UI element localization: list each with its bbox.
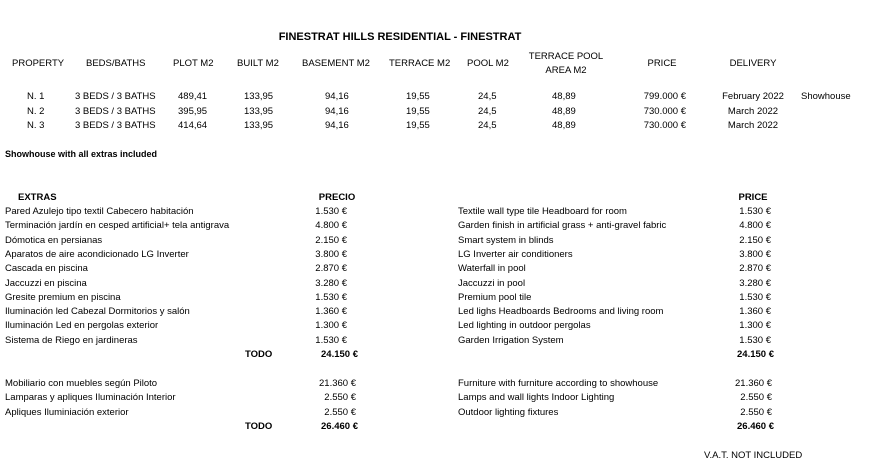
extras-total-es: 24.150 €: [321, 349, 358, 360]
header-terrace-pool-line2: AREA M2: [545, 65, 587, 76]
header-terrace: TERRACE M2: [389, 58, 451, 69]
header-built: BUILT M2: [237, 58, 279, 69]
extra-label-es: Dómotica en persianas: [5, 234, 103, 246]
extra-label-en: Jaccuzzi in pool: [458, 277, 526, 289]
cell-terrace-pool: 48,89: [552, 105, 576, 117]
cell-pool: 24,5: [478, 105, 497, 117]
extras-total-en: 24.150 €: [737, 349, 774, 360]
furniture-total-es: 26.460 €: [321, 421, 358, 432]
extra-price-es: 1.530 €: [315, 206, 347, 217]
cell-property: N. 3: [27, 120, 45, 131]
furniture-label-en: Outdoor lighting fixtures: [458, 406, 559, 418]
extras-price-header-en: PRICE: [738, 192, 768, 203]
cell-terrace: 19,55: [406, 120, 430, 131]
extra-label-en: Waterfall in pool: [458, 263, 526, 275]
cell-plot: 395,95: [178, 105, 208, 117]
extra-label-en: Smart system in blinds: [458, 234, 554, 246]
cell-terrace: 19,55: [406, 105, 430, 117]
cell-beds-baths: 3 BEDS / 3 BATHS: [75, 91, 156, 102]
cell-basement: 94,16: [325, 105, 349, 117]
furniture-price-es: 2.550 €: [324, 406, 356, 418]
header-price: PRICE: [647, 58, 677, 69]
extra-price-es: 4.800 €: [315, 220, 347, 232]
cell-price: 799.000 €: [643, 91, 686, 102]
extra-price-es: 1.360 €: [315, 306, 347, 318]
cell-terrace: 19,55: [406, 91, 430, 102]
furniture-label-en: Lamps and wall lights Indoor Lighting: [458, 392, 615, 404]
page-title: FINESTRAT HILLS RESIDENTIAL - FINESTRAT: [278, 31, 522, 43]
extra-label-es: Aparatos de aire acondicionado LG Inverter: [5, 248, 189, 260]
extra-label-en: Textile wall type tile Headboard for room: [458, 206, 627, 217]
extra-price-es: 3.280 €: [315, 277, 347, 289]
cell-delivery: March 2022: [727, 120, 779, 131]
extra-price-en: 2.150 €: [739, 234, 771, 246]
extra-price-en: 1.360 €: [739, 306, 771, 318]
extra-price-es: 3.800 €: [315, 248, 347, 260]
extra-price-en: 3.800 €: [739, 248, 771, 260]
extra-price-en: 3.280 €: [739, 277, 771, 289]
cell-plot: 489,41: [178, 91, 208, 102]
header-basement: BASEMENT M2: [302, 58, 370, 69]
header-delivery: DELIVERY: [729, 58, 777, 69]
extra-price-en: 1.530 €: [739, 334, 771, 346]
extra-price-es: 2.150 €: [315, 234, 347, 246]
extra-label-en: Garden finish in artificial grass + anti-gravel fabric: [458, 220, 667, 232]
furniture-price-es: 2.550 €: [324, 392, 356, 404]
furniture-price-en: 21.360 €: [735, 378, 772, 389]
furniture-price-en: 2.550 €: [740, 392, 772, 404]
extra-label-en: Garden Irrigation System: [458, 334, 564, 346]
extra-label-es: Sistema de Riego en jardineras: [5, 334, 138, 346]
furniture-price-en: 2.550 €: [740, 406, 772, 418]
extra-price-es: 1.530 €: [315, 334, 347, 346]
cell-terrace-pool: 48,89: [552, 91, 576, 102]
header-property: PROPERTY: [12, 58, 65, 69]
cell-beds-baths: 3 BEDS / 3 BATHS: [75, 105, 156, 117]
extra-label-es: Gresite premium en piscina: [5, 291, 121, 303]
header-pool: POOL M2: [467, 58, 509, 69]
cell-pool: 24,5: [478, 91, 497, 102]
cell-price: 730.000 €: [643, 120, 686, 131]
header-terrace-pool: TERRACE POOL: [528, 51, 604, 62]
extras-price-header-es: PRECIO: [318, 192, 356, 203]
cell-beds-baths: 3 BEDS / 3 BATHS: [75, 120, 156, 131]
extra-label-es: Cascada en piscina: [5, 263, 88, 275]
cell-property: N. 2: [27, 105, 45, 117]
furniture-label-es: Lamparas y apliques Iluminación Interior: [5, 392, 176, 404]
cell-basement: 94,16: [325, 120, 349, 131]
cell-delivery: March 2022: [727, 105, 779, 117]
cell-delivery: February 2022: [722, 91, 784, 102]
extra-price-en: 1.530 €: [739, 206, 771, 217]
cell-basement: 94,16: [325, 91, 349, 102]
furniture-label-es: Apliques Iluminiación exterior: [5, 406, 129, 418]
cell-plot: 414,64: [178, 120, 208, 131]
extra-label-es: Iluminación led Cabezal Dormitorios y salón: [5, 306, 190, 318]
furniture-total-en: 26.460 €: [737, 421, 774, 432]
cell-property: N. 1: [27, 91, 45, 102]
vat-note: V.A.T. NOT INCLUDED: [704, 450, 803, 461]
cell-terrace-pool: 48,89: [552, 120, 576, 131]
extra-price-en: 2.870 €: [739, 263, 771, 275]
header-beds-baths: BEDS/BATHS: [86, 58, 146, 69]
furniture-label-en: Furniture with furniture according to showhouse: [458, 378, 659, 389]
header-plot: PLOT M2: [173, 58, 214, 69]
furniture-price-es: 21.360 €: [319, 378, 356, 389]
cell-pool: 24,5: [478, 120, 497, 131]
extra-label-en: LG Inverter air conditioners: [458, 248, 573, 260]
cell-built: 133,95: [244, 91, 274, 102]
extra-price-en: 1.530 €: [739, 291, 771, 303]
furniture-label-es: Mobiliario con muebles según Piloto: [5, 378, 158, 389]
extra-label-en: Led lighs Headboards Bedrooms and living room: [458, 306, 664, 318]
furniture-total-label: TODO: [245, 421, 273, 432]
extra-label-en: Premium pool tile: [458, 291, 532, 303]
extras-header: EXTRAS: [18, 192, 57, 203]
extra-price-es: 1.300 €: [315, 320, 347, 332]
extra-price-es: 1.530 €: [315, 291, 347, 303]
extra-label-es: Jaccuzzi en piscina: [5, 277, 87, 289]
cell-built: 133,95: [244, 105, 274, 117]
cell-showhouse-tag: Showhouse: [801, 91, 851, 102]
extra-price-en: 1.300 €: [739, 320, 771, 332]
extra-label-es: Terminación jardín en cesped artificial+ tela antigrava: [5, 220, 230, 232]
showhouse-note: Showhouse with all extras included: [5, 149, 158, 159]
extra-label-en: Led lighting in outdoor pergolas: [458, 320, 591, 332]
extra-price-es: 2.870 €: [315, 263, 347, 275]
extras-total-label: TODO: [245, 349, 273, 360]
cell-price: 730.000 €: [643, 105, 686, 117]
cell-built: 133,95: [244, 120, 274, 131]
extra-label-es: Iluminación Led en pergolas exterior: [5, 320, 159, 332]
extra-price-en: 4.800 €: [739, 220, 771, 232]
extra-label-es: Pared Azulejo tipo textil Cabecero habitación: [5, 206, 194, 217]
